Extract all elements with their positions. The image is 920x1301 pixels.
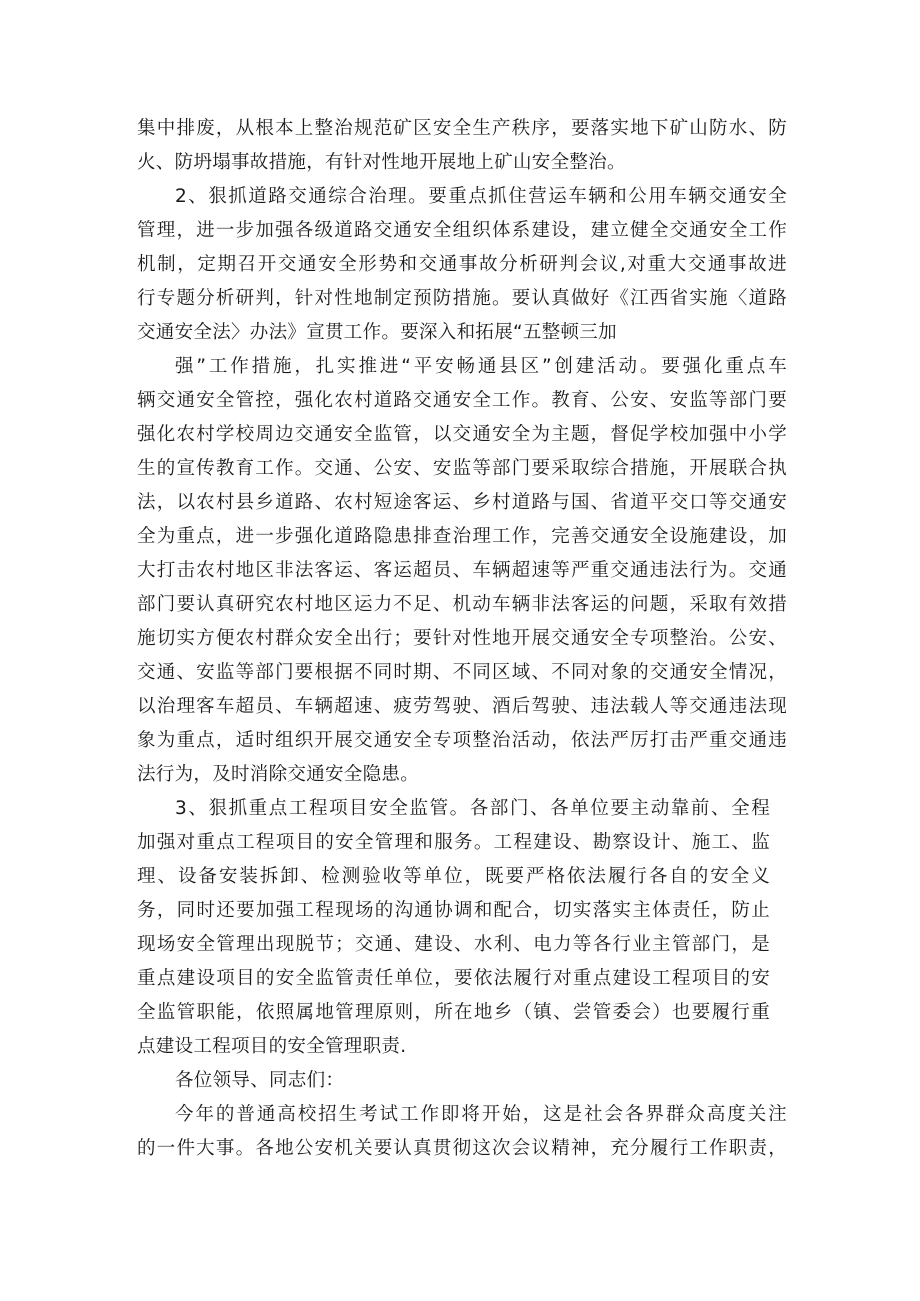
text-line: 强化农村学校周边交通安全监管，以交通安全为主题，督促学校加强中小学 [137, 424, 787, 445]
text-line: 法行为，及时消除交通安全隐患。 [137, 764, 420, 785]
text-line: 的一件大事。各地公安机关要认真贯彻这次会议精神，充分履行工作职责， [137, 1138, 787, 1159]
text-line: 管理，进一步加强各级道路交通安全组织体系建设，建立健全交通安全工作 [137, 220, 787, 241]
text-line: 2、狠抓道路交通综合治理。要重点抓住营运车辆和公用车辆交通安全 [175, 186, 787, 207]
text-line: 务，同时还要加强工程现场的沟通协调和配合，切实落实主体责任，防止 [137, 900, 770, 921]
text-line: 行专题分析研判，针对性地制定预防措施。要认真做好《江西省实施〈道路 [137, 288, 787, 309]
text-line: 象为重点，适时组织开展交通安全专项整治活动，依法严厉打击严重交通违 [137, 730, 787, 751]
text-line: 火、防坍塌事故措施，有针对性地开展地上矿山安全整治。 [137, 152, 626, 173]
text-line: 点建设工程项目的安全管理职责. [137, 1036, 407, 1057]
text-line: 理、设备安装拆卸、检测验收等单位，既要严格依法履行各自的安全义 [137, 866, 770, 887]
text-line: 生的宣传教育工作。交通、公安、安监等部门要采取综合措施，开展联合执 [137, 458, 787, 479]
text-line: 交通、安监等部门要根据不同时期、不同区域、不同对象的交通安全情况， [137, 662, 787, 683]
text-line: 机制，定期召开交通安全形势和交通事故分析研判会议,对重大交通事故进 [137, 254, 787, 275]
salutation-line: 各位领导、同志们： [175, 1070, 345, 1091]
text-line: 全为重点，进一步强化道路隐患排查治理工作，完善交通安全设施建设，加 [137, 526, 787, 547]
text-line: 集中排废，从根本上整治规范矿区安全生产秩序，要落实地下矿山防水、防 [137, 118, 787, 139]
text-line: 3、狠抓重点工程项目安全监管。各部门、各单位要主动靠前、全程 [175, 798, 770, 819]
text-line: 交通安全法〉办法》宣贯工作。要深入和拓展“五整顿三加 [137, 322, 617, 343]
text-line: 以治理客车超员、车辆超速、疲劳驾驶、酒后驾驶、违法载人等交通违法现 [137, 696, 787, 717]
text-line: 全监管职能，依照属地管理原则，所在地乡（镇、尝管委会）也要履行重 [137, 1002, 770, 1023]
text-line: 施切实方便农村群众安全出行；要针对性地开展交通安全专项整治。公安、 [137, 628, 787, 649]
text-line: 辆交通安全管控，强化农村道路交通安全工作。教育、公安、安监等部门要 [137, 390, 787, 411]
text-line: 今年的普通高校招生考试工作即将开始，这是社会各界群众高度关注 [175, 1104, 787, 1125]
text-line: 强”工作措施，扎实推进“平安畅通县区”创建活动。要强化重点车 [175, 356, 787, 377]
text-line: 现场安全管理出现脱节；交通、建设、水利、电力等各行业主管部门，是 [137, 934, 770, 955]
text-line: 重点建设项目的安全监管责任单位，要依法履行对重点建设工程项目的安 [137, 968, 770, 989]
text-line: 加强对重点工程项目的安全管理和服务。工程建设、勘察设计、施工、监 [137, 832, 770, 853]
text-line: 部门要认真研究农村地区运力不足、机动车辆非法客运的问题，采取有效措 [137, 594, 787, 615]
text-line: 大打击农村地区非法客运、客运超员、车辆超速等严重交通违法行为。交通 [137, 560, 787, 581]
text-line: 法，以农村县乡道路、农村短途客运、乡村道路与国、省道平交口等交通安 [137, 492, 787, 513]
